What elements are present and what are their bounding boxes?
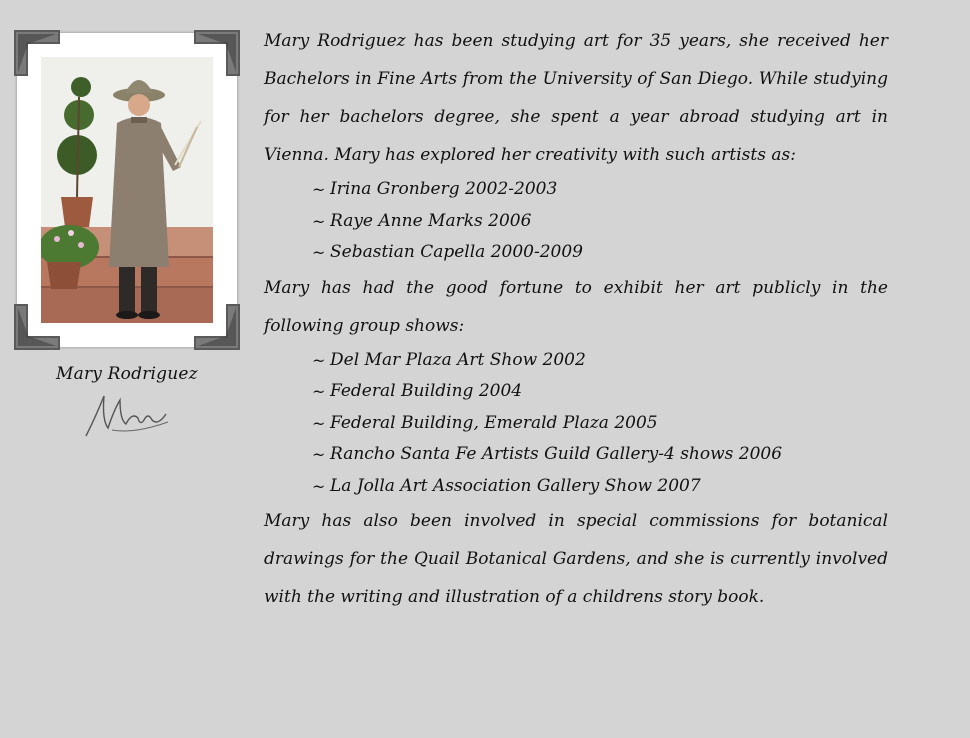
list-item: ~ Rancho Santa Fe Artists Guild Gallery-4 shows 2006 xyxy=(312,439,888,471)
list-item: ~ Federal Building, Emerald Plaza 2005 xyxy=(312,408,888,440)
list-item: ~ Raye Anne Marks 2006 xyxy=(312,206,888,238)
bullet-icon: ~ xyxy=(312,445,326,464)
list-item: ~ Sebastian Capella 2000-2009 xyxy=(312,237,888,269)
artists-list xyxy=(264,174,888,269)
bullet-icon: ~ xyxy=(312,350,326,370)
profile-caption: Mary Rodriguez xyxy=(56,364,198,384)
profile-photo xyxy=(41,57,213,323)
list-item: ~ Federal Building 2004 xyxy=(312,376,888,408)
bio-intro: Mary Rodriguez has been studying art for 35 years, she received her Bachelors in Fine Arts from the University of San Diego. While studying for her bachelors degree, she spent a year abroad studying art in Vienna. Mary has explored her creativity with such artists as: xyxy=(264,31,888,165)
photo-illustration xyxy=(41,57,213,323)
bullet-icon: ~ xyxy=(312,382,326,401)
signature-icon xyxy=(82,390,174,442)
photo-corner-icon xyxy=(194,304,240,350)
bio-closing: Mary has also been involved in special commissions for botanical drawings for the Quail Botanical Gardens, and she is currently involved with the writing and illustration of a childrens story book. xyxy=(264,511,888,607)
profile-photo-frame xyxy=(17,33,237,347)
photo-corner-icon xyxy=(14,304,60,350)
list-item: ~ Irina Gronberg 2002-2003 xyxy=(312,174,888,206)
photo-corner-icon xyxy=(194,30,240,76)
bullet-icon: ~ xyxy=(312,413,326,433)
biography xyxy=(264,22,888,616)
photo-corner-icon xyxy=(14,30,60,76)
shows-intro: Mary has had the good fortune to exhibit her art publicly in the following group shows: xyxy=(264,277,888,336)
bullet-icon: ~ xyxy=(312,476,326,496)
list-item: ~ Del Mar Plaza Art Show 2002 xyxy=(312,345,888,377)
bullet-icon: ~ xyxy=(312,180,326,199)
list-item: ~ La Jolla Art Association Gallery Show 2007 xyxy=(312,471,888,503)
shows-list xyxy=(264,345,888,503)
bullet-icon: ~ xyxy=(312,243,326,262)
bullet-icon: ~ xyxy=(312,211,326,231)
